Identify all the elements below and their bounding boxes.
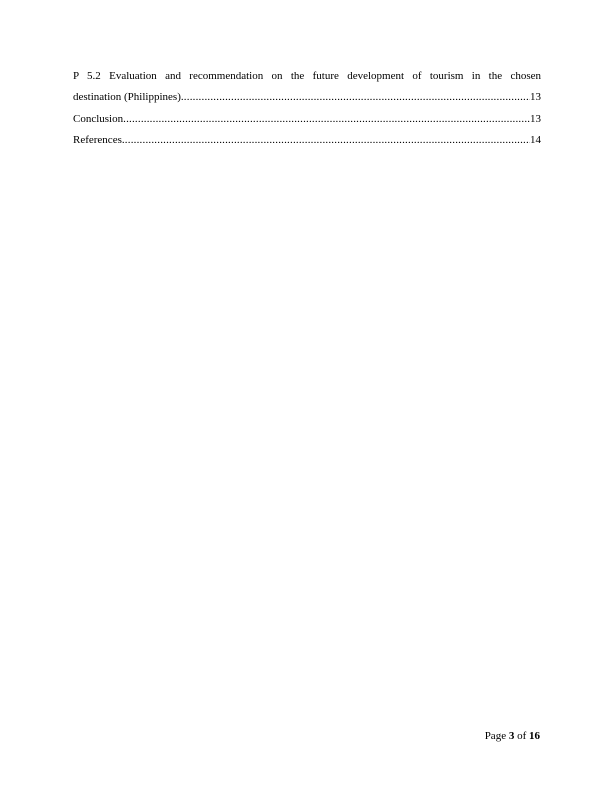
toc-dot-leader: [123, 109, 530, 130]
toc-entry-title: Conclusion: [73, 112, 124, 125]
toc-entry-title-line2: destination (Philippines): [73, 91, 181, 104]
toc-entry-title-line1: P 5.2 Evaluation and recommendation on the future development of tourism in the chosen: [73, 70, 541, 82]
toc-entry-references[interactable]: [73, 130, 541, 151]
toc-entry-title: References: [73, 133, 122, 146]
footer-total-pages: 16: [529, 730, 540, 742]
toc-entry-page-number: 13: [530, 112, 541, 125]
toc-entry-page-number: 13: [530, 91, 541, 104]
toc-entry-p5-2[interactable]: [73, 66, 541, 109]
toc-entry-line: [73, 87, 541, 108]
footer-separator: of: [517, 730, 527, 742]
toc-dot-leader: [122, 130, 530, 151]
table-of-contents: [73, 66, 541, 151]
toc-entry-conclusion[interactable]: [73, 109, 541, 130]
footer-current-page: 3: [508, 730, 515, 742]
page-footer: [485, 729, 540, 743]
toc-entry-page-number: 14: [530, 133, 541, 146]
toc-dot-leader: [181, 87, 530, 108]
footer-page-prefix: Page: [484, 730, 507, 742]
